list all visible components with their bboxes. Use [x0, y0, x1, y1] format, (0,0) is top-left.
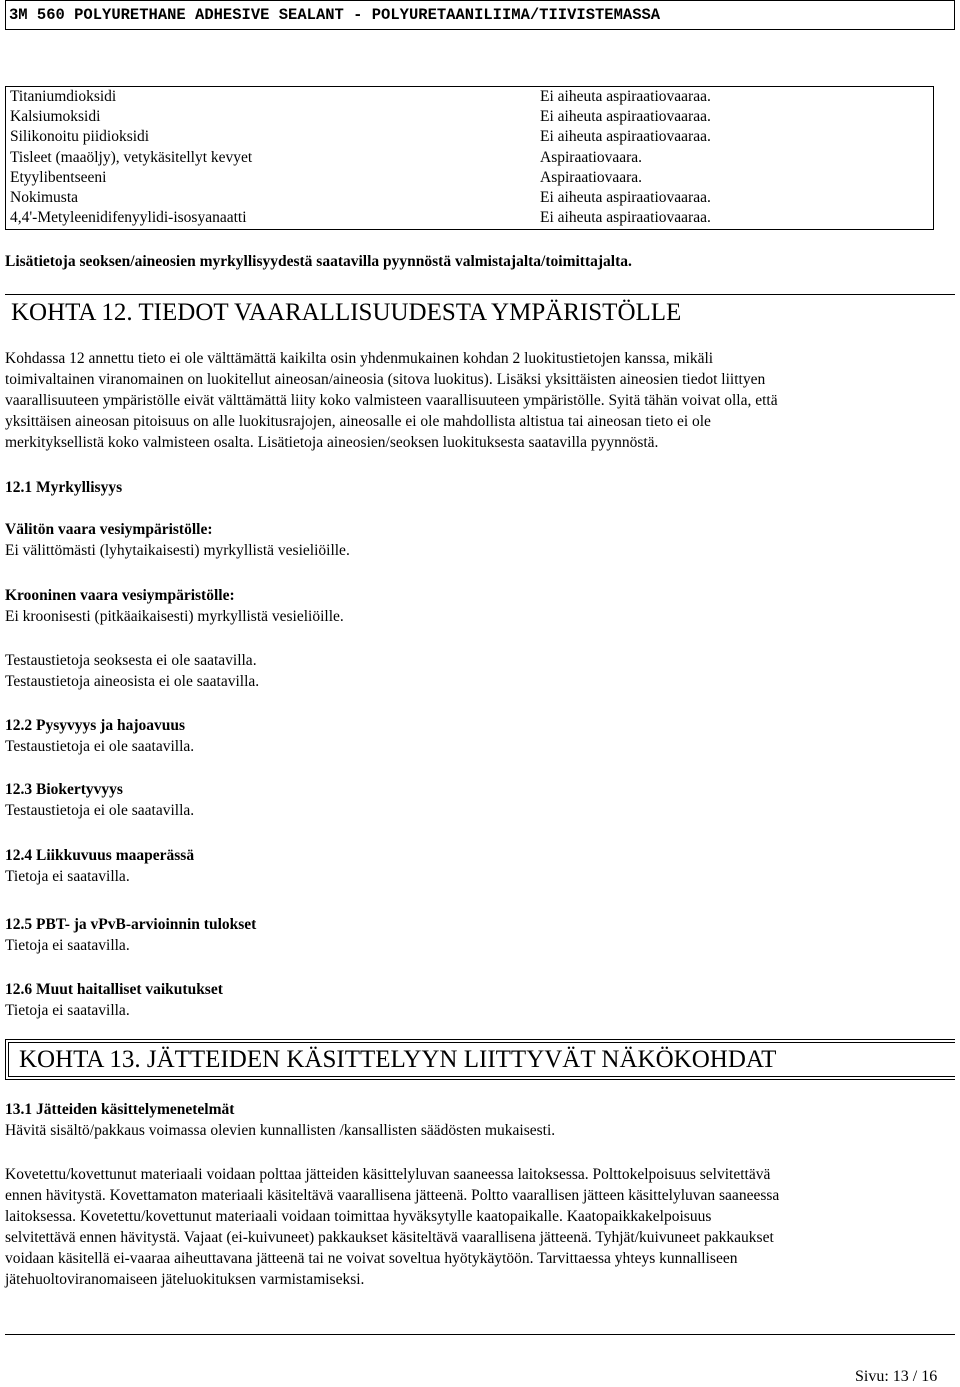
- table-row-substance: Etyylibentseeni: [10, 168, 107, 186]
- subsection-12-3-heading: 12.3 Biokertyvyys: [5, 781, 123, 798]
- test-data-mixture: Testaustietoja seoksesta ei ole saatavilla.: [5, 652, 257, 669]
- subsection-12-5: [5, 914, 953, 956]
- table-row-value: Aspiraatiovaara.: [540, 168, 642, 186]
- toxicity-info-note: Lisätietoja seoksen/aineosien myrkyllisyydestä saatavilla pyynnöstä valmistajalta/toimittajalta.: [5, 253, 632, 270]
- subsection-12-6-text: Tietoja ei saatavilla.: [5, 1002, 130, 1019]
- value-column: [540, 87, 711, 228]
- test-data-block: [5, 650, 953, 692]
- aspiration-hazard-table: [5, 86, 934, 230]
- table-row-substance: 4,4'-Metyleenidifenyylidi-isosyanaatti: [10, 209, 247, 227]
- subsection-12-4: [5, 845, 953, 887]
- chronic-hazard-block: [5, 585, 953, 627]
- footer-divider: [5, 1334, 955, 1335]
- subsection-13-1-text: Hävitä sisältö/pakkaus voimassa olevien kunnallisten /kansallisten säädösten mukaisesti.: [5, 1122, 556, 1139]
- table-row-value: Aspiraatiovaara.: [540, 148, 642, 166]
- acute-hazard-block: [5, 519, 953, 561]
- table-row-value: Ei aiheuta aspiraatiovaaraa.: [540, 88, 711, 105]
- intro-line: vaarallisuuteen ympäristölle eivät välttämättä liity koko valmisteen vaarallisuuteen ympäristölle. Syitä tähän voivat olla, että: [5, 392, 778, 409]
- intro-line: merkityksellistä koko valmisteen osalta. Lisätietoja aineosien/seoksen luokituksesta saatavilla pyynnöstä.: [5, 434, 659, 451]
- table-row-value: Ei aiheuta aspiraatiovaaraa.: [540, 188, 711, 206]
- table-row-substance: Tisleet (maaöljy), vetykäsitellyt kevyet: [10, 148, 253, 166]
- section-12-title: KOHTA 12. TIEDOT VAARALLISUUDESTA YMPÄRISTÖLLE: [5, 294, 955, 328]
- subsection-12-4-text: Tietoja ei saatavilla.: [5, 868, 130, 885]
- substance-column: [10, 87, 252, 228]
- paragraph-line: voidaan käsitellä ei-vaaraa aiheuttavana jätteenä tai ne voivat soveltua hyötykäytöön. Tarvittaessa yhteys kunnalliseen: [5, 1250, 738, 1267]
- section-13-title: KOHTA 13. JÄTTEIDEN KÄSITTELYYN LIITTYVÄT NÄKÖKOHDAT: [5, 1039, 955, 1080]
- chronic-hazard-text: Ei kroonisesti (pitkäaikaisesti) myrkyllistä vesieliöille.: [5, 608, 344, 625]
- table-row-substance: Kalsiumoksidi: [10, 108, 101, 126]
- subsection-12-2: [5, 715, 953, 757]
- acute-hazard-heading: Välitön vaara vesiympäristölle:: [5, 521, 213, 538]
- intro-line: yksittäisen aineosan pitoisuus on alle luokitusrajojen, aineosalle ei ole mahdollista altistua tai aineosan tieto ei ole: [5, 413, 711, 430]
- subsection-12-6-heading: 12.6 Muut haitalliset vaikutukset: [5, 981, 223, 998]
- subsection-12-6: [5, 979, 953, 1021]
- table-row-value: Ei aiheuta aspiraatiovaaraa.: [540, 128, 711, 146]
- subsection-12-2-heading: 12.2 Pysyvyys ja hajoavuus: [5, 717, 185, 734]
- intro-line: toimivaltainen viranomainen on luokitellut aineosan/aineosia (sitova luokitus). Lisäksi yksittäisten aineosien tiedot liittyen: [5, 371, 766, 388]
- chronic-hazard-heading: Krooninen vaara vesiympäristölle:: [5, 587, 235, 604]
- subsection-12-5-heading: 12.5 PBT- ja vPvB-arvioinnin tulokset: [5, 916, 257, 933]
- table-row-value: Ei aiheuta aspiraatiovaaraa.: [540, 209, 711, 227]
- subsection-12-3: [5, 779, 953, 821]
- page-number: Sivu: 13 / 16: [855, 1368, 938, 1385]
- document-title: 3M 560 POLYURETHANE ADHESIVE SEALANT - POLYURETAANILIIMA/TIIVISTEMASSA: [9, 6, 661, 24]
- table-row-substance: Silikonoitu piidioksidi: [10, 128, 150, 146]
- paragraph-line: jätehuoltoviranomaiseen jäteluokituksen varmistamiseksi.: [5, 1271, 365, 1288]
- test-data-components: Testaustietoja aineosista ei ole saatavilla.: [5, 673, 260, 690]
- document-header: [5, 0, 955, 30]
- paragraph-line: selvitettävä ennen hävitystä. Vajaat (ei-kuivuneet) pakkaukset käsiteltävä vaarallisena jätteenä. Tyhjät/kuivuneet pakkaukset: [5, 1229, 774, 1246]
- waste-disposal-paragraph: [5, 1164, 953, 1290]
- table-row-value: Ei aiheuta aspiraatiovaaraa.: [540, 108, 711, 126]
- intro-line: Kohdassa 12 annettu tieto ei ole välttämättä kaikilta osin yhdenmukainen kohdan 2 luokitustietojen kanssa, mikäli: [5, 350, 714, 367]
- subsection-12-2-text: Testaustietoja ei ole saatavilla.: [5, 738, 195, 755]
- paragraph-line: ennen hävitystä. Kovettamaton materiaali käsiteltävä vaarallisena jätteenä. Poltto vaarallisen jätteen käsittelyluvan saaneessa: [5, 1187, 780, 1204]
- acute-hazard-text: Ei välittömästi (lyhytaikaisesti) myrkyllistä vesieliöille.: [5, 542, 350, 559]
- paragraph-line: Kovetettu/kovettunut materiaali voidaan polttaa jätteiden käsittelyluvan saaneessa laitoksessa. Polttokelpoisuus selvitettävä: [5, 1166, 771, 1183]
- subsection-13-1-heading: 13.1 Jätteiden käsittelymenetelmät: [5, 1101, 235, 1118]
- subsection-12-3-text: Testaustietoja ei ole saatavilla.: [5, 802, 195, 819]
- subsection-12-1-heading: 12.1 Myrkyllisyys: [5, 479, 123, 496]
- subsection-12-5-text: Tietoja ei saatavilla.: [5, 937, 130, 954]
- subsection-13-1: [5, 1099, 953, 1141]
- paragraph-line: laitoksessa. Kovetettu/kovettunut materiaali voidaan toimittaa hyväksytylle kaatopaikalle. Kaatopaikkakelpoisuus: [5, 1208, 712, 1225]
- subsection-12-4-heading: 12.4 Liikkuvuus maaperässä: [5, 847, 195, 864]
- table-row-substance: Titaniumdioksidi: [10, 88, 117, 105]
- section-12-intro: [5, 348, 953, 453]
- table-row-substance: Nokimusta: [10, 188, 79, 206]
